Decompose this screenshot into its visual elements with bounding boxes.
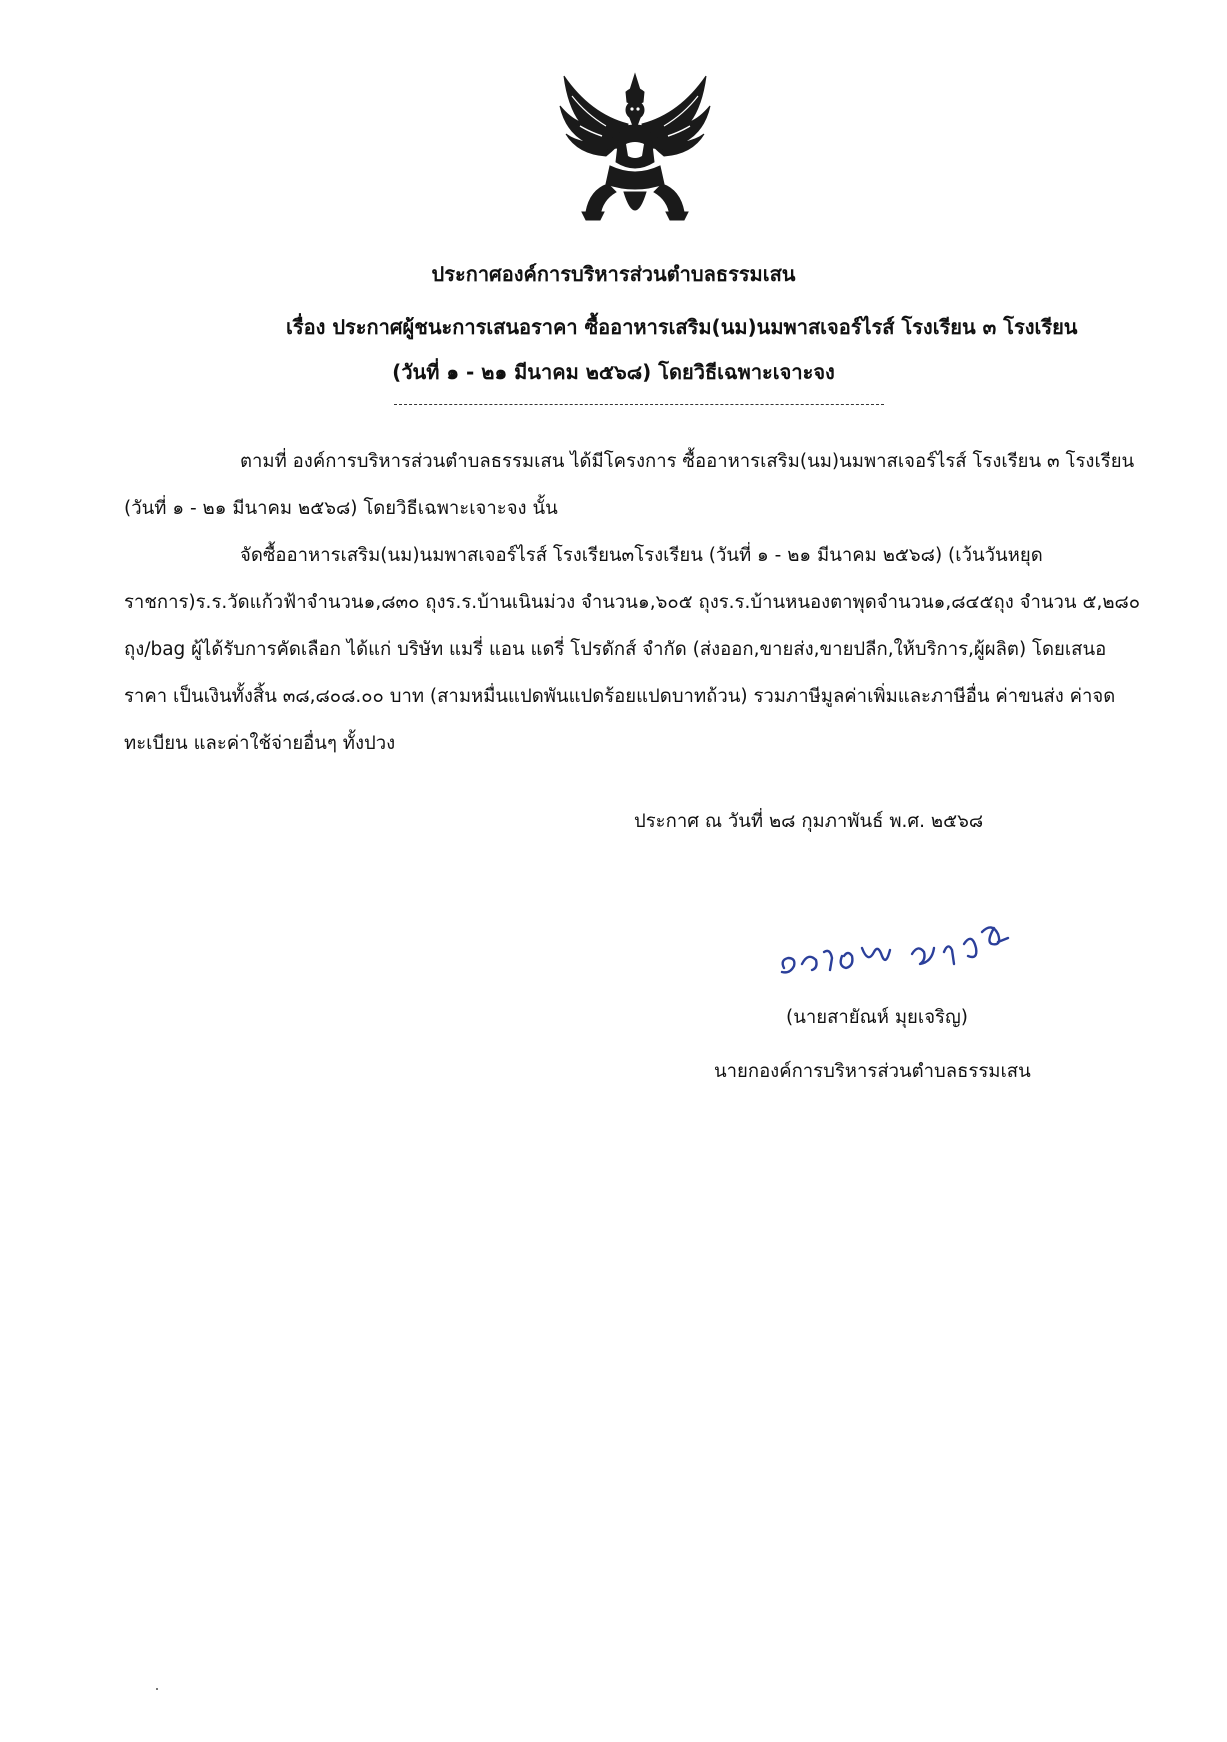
- announcement-subject-date: (วันที่ ๑ - ๒๑ มีนาคม ๒๕๖๘) โดยวิธีเฉพาะเจาะจง: [392, 360, 835, 384]
- body-paragraph-2: [124, 532, 1144, 767]
- divider: [394, 404, 884, 405]
- body-paragraph-1: [124, 438, 1144, 532]
- signer-title: นายกองค์การบริหารส่วนตำบลธรรมเสน: [714, 1061, 1031, 1082]
- announcement-subject: เรื่อง ประกาศผู้ชนะการเสนอราคา ซื้ออาหารเสริม(นม)นมพาสเจอร์ไรส์ โรงเรียน ๓ โรงเรียน: [286, 315, 1078, 339]
- signature-icon: [772, 908, 1072, 988]
- body-paragraph-1-text: ตามที่ องค์การบริหารส่วนตำบลธรรมเสน ได้มีโครงการ ซื้ออาหารเสริม(นม)นมพาสเจอร์ไรส์ โรงเรียน ๓ โรงเรียน (วันที่ ๑ - ๒๑ มีนาคม ๒๕๖๘) โดยวิธีเฉพาะเจาะจง นั้น: [124, 451, 1135, 519]
- signer-name: (นายสายัณห์ มุยเจริญ): [786, 1007, 968, 1028]
- announce-date: ประกาศ ณ วันที่ ๒๘ กุมภาพันธ์ พ.ศ. ๒๕๖๘: [634, 811, 984, 832]
- scan-speck: [156, 1688, 158, 1690]
- garuda-emblem-icon: [550, 66, 720, 236]
- announcement-title: ประกาศองค์การบริหารส่วนตำบลธรรมเสน: [431, 262, 796, 286]
- body-paragraph-2-text: จัดซื้ออาหารเสริม(นม)นมพาสเจอร์ไรส์ โรงเรียน๓โรงเรียน (วันที่ ๑ - ๒๑ มีนาคม ๒๕๖๘) (เว้นวันหยุดราชการ)ร.ร.วัดแก้วฟ้าจำนวน๑,๘๓๐ ถุงร.ร.บ้านเนินม่วง จำนวน๑,๖๐๕ ถุงร.ร.บ้านหนองตาพุดจำนวน๑,๘๔๕ถุง จำนวน ๕,๒๘๐ ถุง/bag ผู้ได้รับการคัดเลือก ได้แก่ บริษัท แมรี่ แอน แดรี่ โปรดักส์ จำกัด (ส่งออก,ขายส่ง,ขายปลีก,ให้บริการ,ผู้ผลิต) โดยเสนอราคา เป็นเงินทั้งสิ้น ๓๘,๘๐๘.๐๐ บาท (สามหมื่นแปดพันแปดร้อยแปดบาทถ้วน) รวมภาษีมูลค่าเพิ่มและภาษีอื่น ค่าขนส่ง ค่าจดทะเบียน และค่าใช้จ่ายอื่นๆ ทั้งปวง: [124, 545, 1141, 754]
